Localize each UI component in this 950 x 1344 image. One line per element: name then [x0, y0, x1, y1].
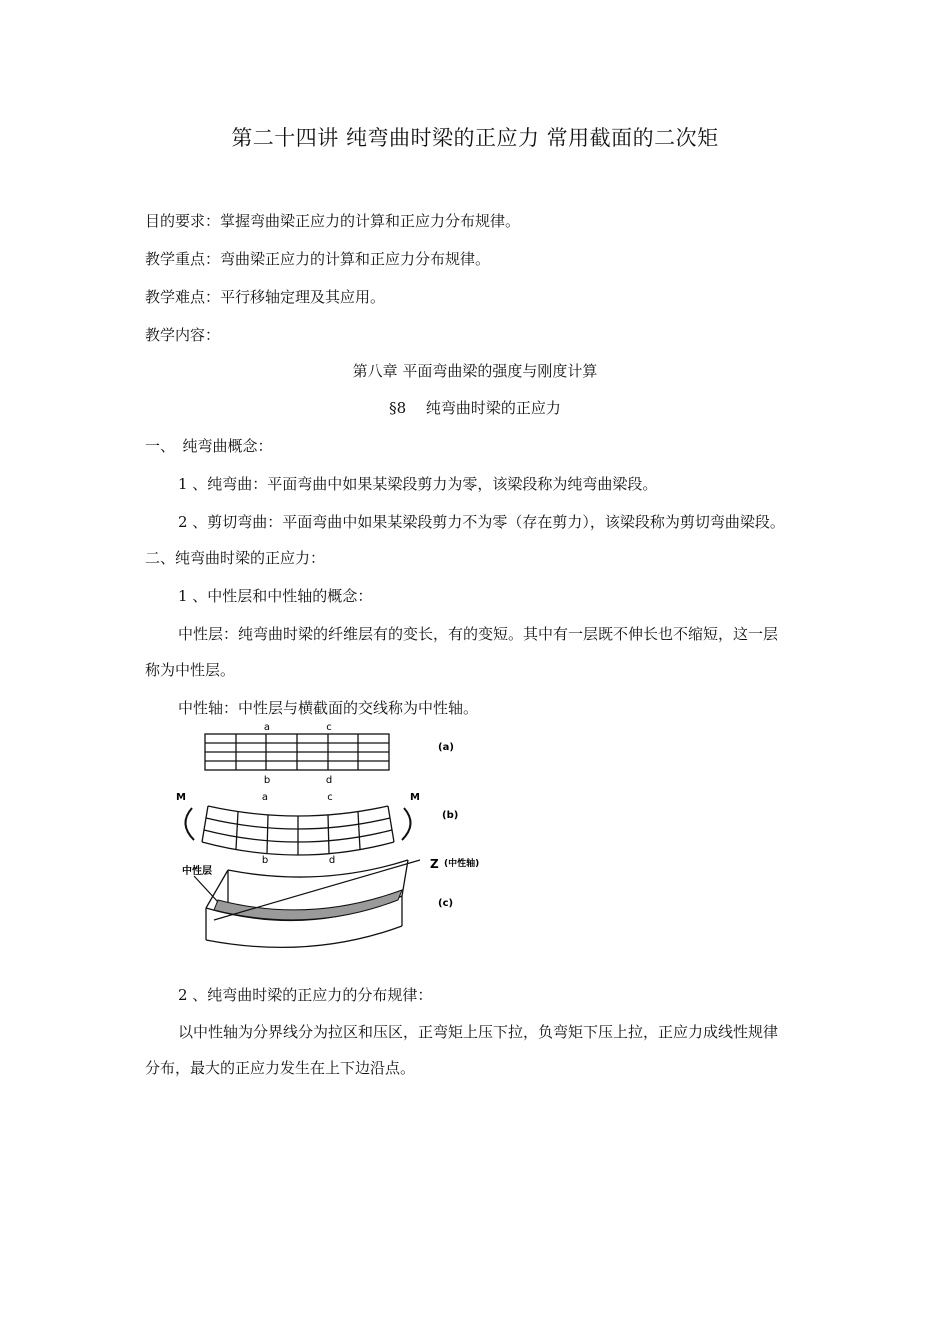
- moment-arrow-left: [185, 808, 194, 840]
- moment-label-left: M: [176, 792, 186, 803]
- beam-grid-a: [205, 734, 389, 770]
- part1-item1: 1 、纯弯曲：平面弯曲中如果某梁段剪力为零，该梁段称为纯弯曲梁段。: [178, 475, 658, 493]
- part2-heading: 二、纯弯曲时梁的正应力：: [145, 549, 326, 567]
- moment-label-right: M: [410, 792, 420, 803]
- part2-item2: 2 、纯弯曲时梁的正应力的分布规律：: [178, 986, 433, 1004]
- page-title: 第二十四讲 纯弯曲时梁的正应力 常用截面的二次矩: [231, 126, 719, 150]
- label-b-mid: b: [261, 855, 269, 866]
- part1-heading: 一、 纯弯曲概念：: [145, 437, 273, 455]
- content-label: 教学内容：: [145, 326, 221, 344]
- part1-item2: 2 、剪切弯曲：平面弯曲中如果某梁段剪力不为零（存在剪力），该梁段称为剪切弯曲梁段。: [178, 513, 785, 531]
- caption-b: (b): [442, 810, 459, 821]
- beam-bending-figure: [170, 720, 510, 950]
- distribution-text-cont: 分布，最大的正应力发生在上下边沿点。: [145, 1059, 416, 1077]
- label-c-top: c: [326, 722, 332, 733]
- label-d-top: d: [325, 775, 333, 786]
- objectives: 目的要求：掌握弯曲梁正应力的计算和正应力分布规律。: [145, 212, 521, 230]
- axis-z-note: (中性轴): [444, 859, 480, 869]
- key-points: 教学重点：弯曲梁正应力的计算和正应力分布规律。: [145, 250, 491, 268]
- neutral-layer-pointer: [194, 876, 218, 902]
- neutral-layer-label: 中性层: [182, 866, 212, 877]
- distribution-text: 以中性轴为分界线分为拉区和压区，正弯矩上压下拉，负弯矩下压上拉，正应力成线性规律: [178, 1023, 779, 1041]
- section-title: §8 纯弯曲时梁的正应力: [389, 399, 561, 417]
- label-a-mid: a: [261, 792, 269, 803]
- caption-a: (a): [438, 742, 454, 753]
- label-d-mid: d: [328, 855, 336, 866]
- beam-grid-b: [202, 806, 394, 855]
- label-a-top: a: [263, 722, 271, 733]
- axis-z-label: Z: [430, 857, 439, 871]
- label-b-top: b: [263, 775, 271, 786]
- neutral-layer-text-cont: 称为中性层。: [145, 661, 236, 679]
- neutral-layer-band: [214, 890, 402, 920]
- difficulties: 教学难点：平行移轴定理及其应用。: [145, 288, 386, 306]
- moment-arrow-right: [402, 808, 411, 840]
- neutral-layer-text: 中性层：纯弯曲时梁的纤维层有的变长，有的变短。其中有一层既不伸长也不缩短，这一层: [178, 625, 779, 643]
- chapter-title: 第八章 平面弯曲梁的强度与刚度计算: [352, 362, 598, 380]
- label-c-mid: c: [327, 792, 333, 803]
- neutral-axis-text: 中性轴：中性层与横截面的交线称为中性轴。: [178, 699, 479, 717]
- part2-item1: 1 、中性层和中性轴的概念：: [178, 587, 373, 605]
- caption-c: (c): [438, 898, 454, 909]
